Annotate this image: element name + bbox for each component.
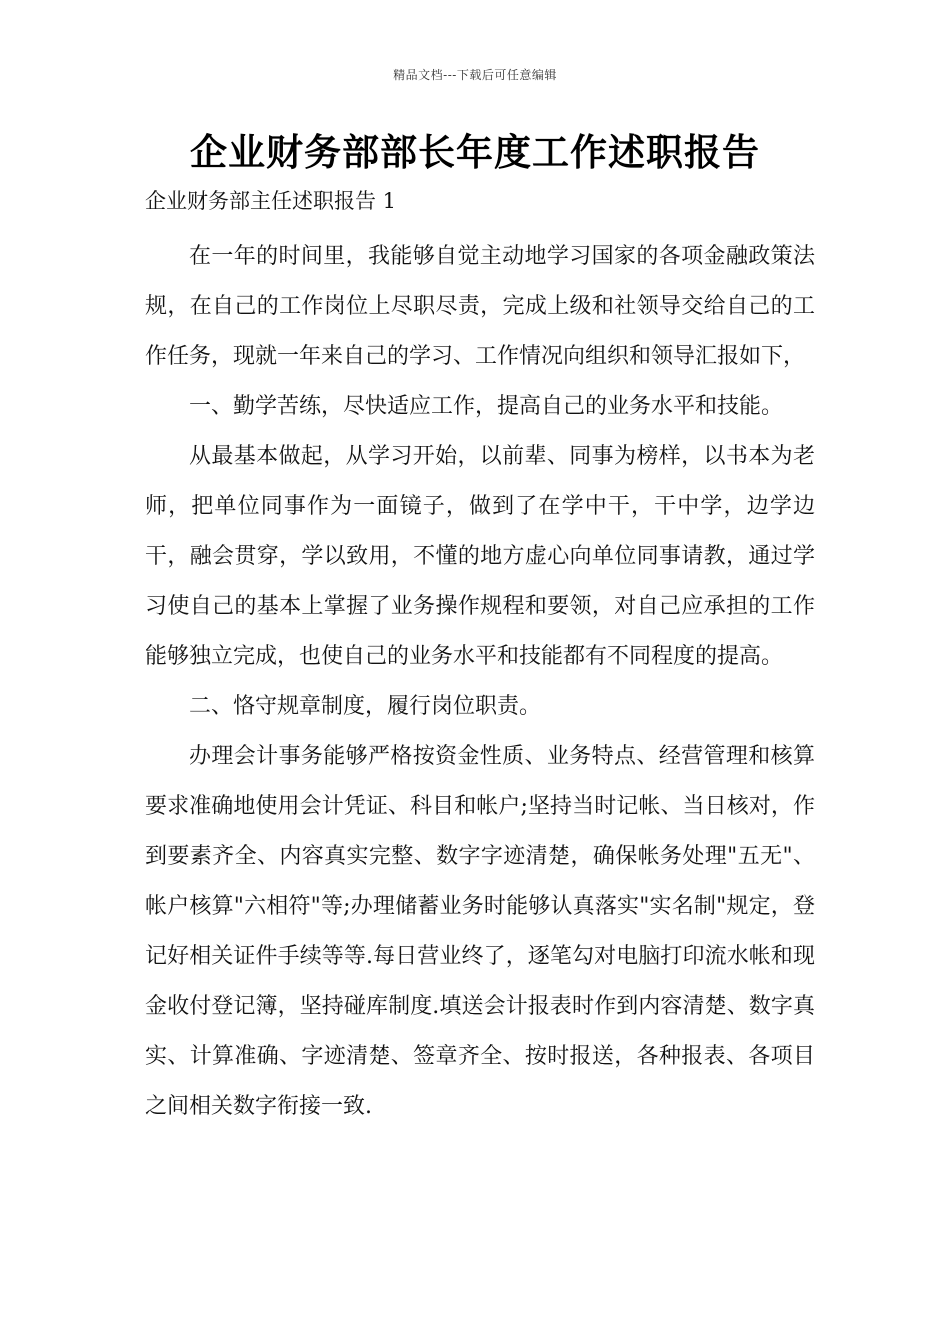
header-note: 精品文档---下载后可任意编辑 xyxy=(393,68,557,82)
paragraph-section-2: 办理会计事务能够严格按资金性质、业务特点、经营管理和核算要求准确地使用会计凭证、科目和帐户;坚持当时记帐、当日核对，作到要素齐全、内容真实完整、数字字迹清楚，确保帐务处理"五无"、帐户核算"六相符"等;办理储蓄业务时能够认真落实"实名制"规定，登记好相关证件手续等等.每日营业终了，逐笔勾对电脑打印流水帐和现金收付登记簿，坚持碰库制度.填送会计报表时作到内容清楚、数字真实、计算准确、字迹清楚、签章齐全、按时报送，各种报表、各项目之间相关数字衔接一致. xyxy=(145,744,815,1119)
section-heading-2: 二、恪守规章制度，履行岗位职责。 xyxy=(189,694,542,719)
document-title: 企业财务部部长年度工作述职报告 xyxy=(190,130,760,174)
document-subtitle: 企业财务部主任述职报告 1 xyxy=(145,189,397,213)
paragraph-intro: 在一年的时间里，我能够自觉主动地学习国家的各项金融政策法规，在自己的工作岗位上尽职尽责，完成上级和社领导交给自己的工作任务，现就一年来自己的学习、工作情况向组织和领导汇报如下， xyxy=(145,244,815,369)
paragraph-section-1: 从最基本做起，从学习开始，以前辈、同事为榜样，以书本为老师，把单位同事作为一面镜子，做到了在学中干，干中学，边学边干，融会贯穿，学以致用，不懂的地方虚心向单位同事请教，通过学习使自己的基本上掌握了业务操作规程和要领，对自己应承担的工作能够独立完成，也使自己的业务水平和技能都有不同程度的提高。 xyxy=(145,444,815,669)
document-body xyxy=(145,232,815,1132)
section-heading-1: 一、勤学苦练，尽快适应工作，提高自己的业务水平和技能。 xyxy=(189,394,784,419)
